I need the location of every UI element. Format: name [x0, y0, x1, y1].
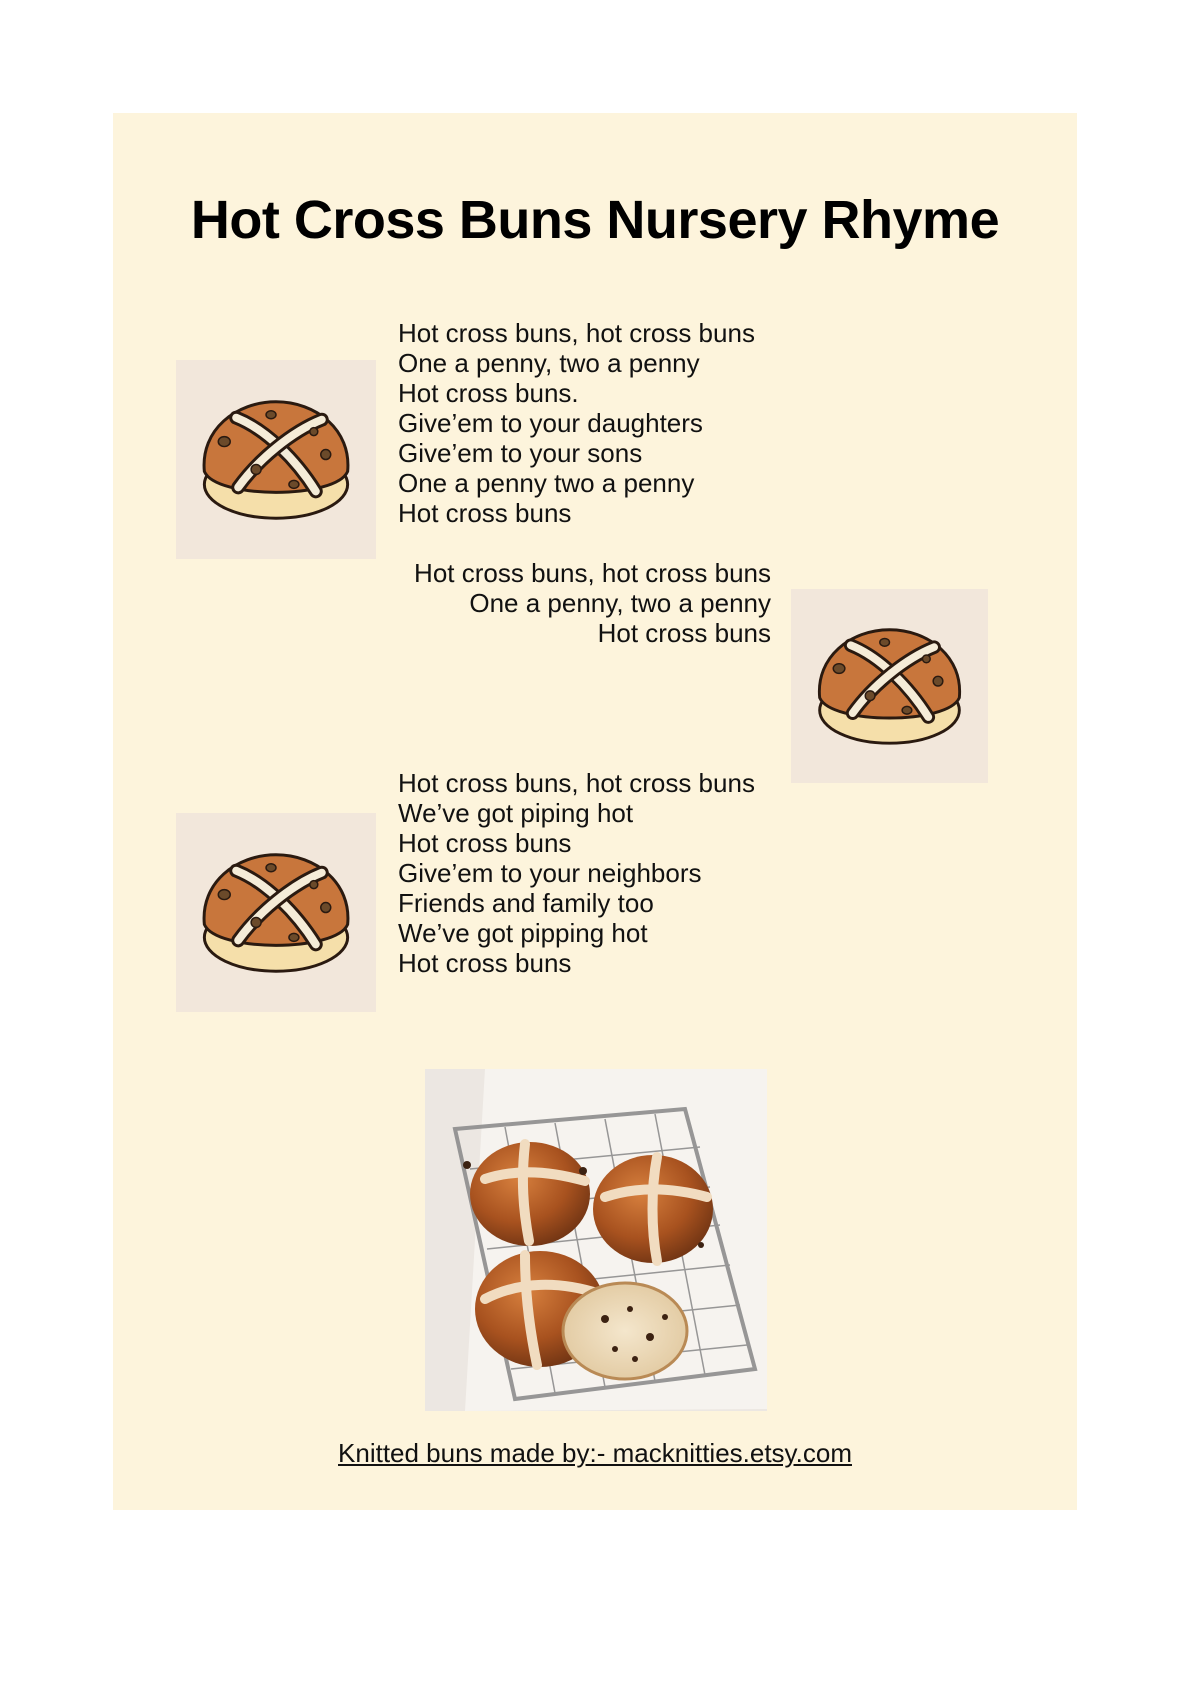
verse-2: [398, 558, 771, 648]
credit-link[interactable]: Knitted buns made by:- macknitties.etsy.com: [338, 1438, 852, 1468]
hot-cross-bun-icon: [176, 813, 376, 1012]
verse-line: Give’em to your neighbors: [398, 858, 702, 888]
verse-line: We’ve got piping hot: [398, 798, 634, 828]
verse-line: Hot cross buns: [398, 498, 572, 528]
verse-line: Hot cross buns, hot cross buns: [414, 558, 771, 588]
verse-line: Hot cross buns: [597, 618, 771, 648]
hot-cross-bun-icon: [791, 589, 988, 783]
verse-1: [398, 318, 771, 528]
credit-line: [113, 1438, 1077, 1469]
verse-line: Friends and family too: [398, 888, 654, 918]
verse-line: Hot cross buns, hot cross buns: [398, 318, 755, 348]
hot-cross-bun-icon: [176, 360, 376, 559]
verse-line: One a penny two a penny: [398, 468, 695, 498]
verse-line: Hot cross buns.: [398, 378, 579, 408]
verse-line: Hot cross buns, hot cross buns: [398, 768, 755, 798]
rhyme-sheet: [113, 113, 1077, 1510]
verse-line: Give’em to your daughters: [398, 408, 703, 438]
verse-3: [398, 768, 771, 978]
verse-line: One a penny, two a penny: [398, 348, 700, 378]
page-title: Hot Cross Buns Nursery Rhyme: [190, 190, 1000, 250]
verse-line: Hot cross buns: [398, 828, 572, 858]
verse-line: One a penny, two a penny: [469, 588, 771, 618]
knitted-buns-photo: [425, 1069, 767, 1411]
verse-line: We’ve got pipping hot: [398, 918, 648, 948]
verse-line: Give’em to your sons: [398, 438, 643, 468]
verse-line: Hot cross buns: [398, 948, 572, 978]
